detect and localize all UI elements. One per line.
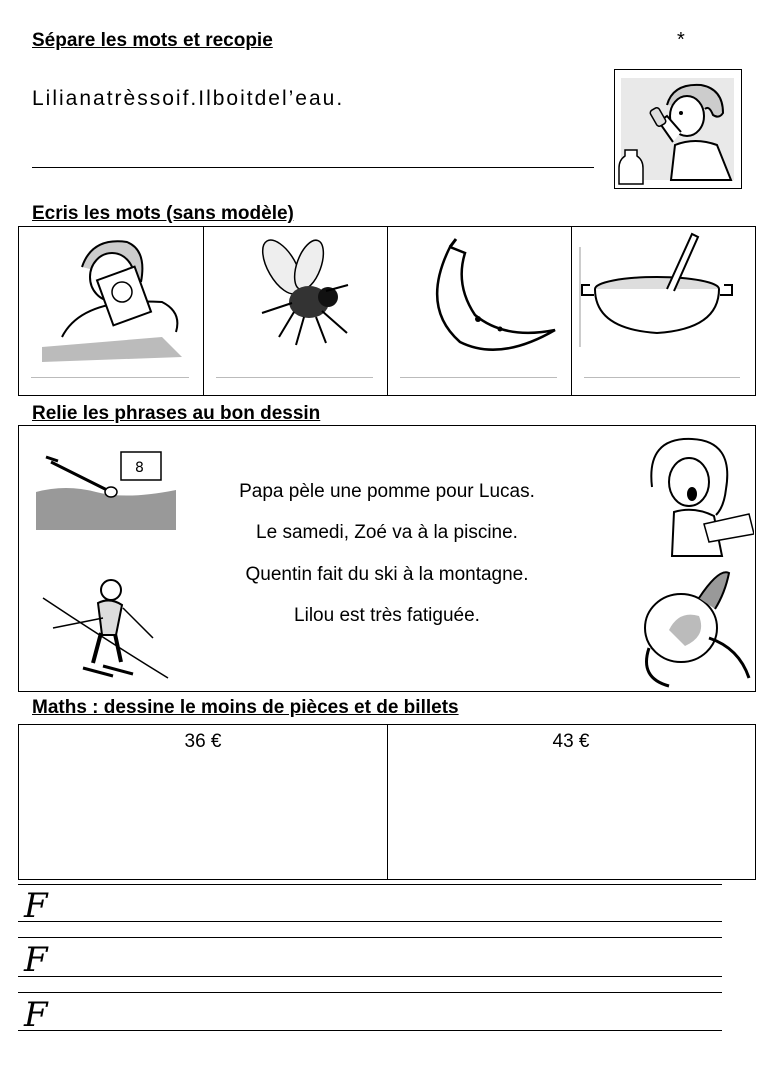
boy-drinking-icon (615, 70, 740, 187)
answer-line[interactable] (32, 167, 594, 168)
sentence-to-separate: Lilianatrèssoif.Ilboitdel’eau. (32, 87, 345, 110)
phrase-3[interactable]: Quentin fait du ski à la montagne. (245, 564, 529, 585)
money-cell-43[interactable] (388, 725, 754, 879)
money-cell-36[interactable] (19, 725, 388, 879)
phrase-4[interactable]: Lilou est très fatiguée. (294, 605, 480, 626)
grid-cell-fly (204, 227, 388, 395)
picture-word-grid (18, 226, 756, 396)
cursive-letter-1: F (24, 886, 48, 926)
boy-drawing-mask-icon (22, 227, 202, 367)
amount-36: 36 € (184, 731, 222, 752)
peeling-apple-picture-icon (629, 568, 751, 688)
fly-icon (204, 227, 384, 367)
amount-43: 43 € (552, 731, 590, 752)
section-heading-separate-words: Sépare les mots et recopie (32, 30, 273, 51)
phrase-1[interactable]: Papa pèle une pomme pour Lucas. (239, 481, 535, 502)
grid-cell-boy (19, 227, 204, 395)
section-heading-write-words: Ecris les mots (sans modèle) (32, 203, 294, 224)
money-grid (18, 724, 756, 880)
boy-drinking-picture (614, 69, 742, 189)
phrase-2[interactable]: Le samedi, Zoé va à la piscine. (256, 522, 518, 543)
svg-text:8: 8 (135, 460, 144, 476)
grid-cell-soup-pot (572, 227, 754, 395)
cursive-letter-2: F (24, 940, 48, 980)
section-heading-link-sentences: Relie les phrases au bon dessin (32, 403, 321, 424)
difficulty-star: * (677, 29, 685, 51)
tired-girl-picture-icon (634, 432, 754, 557)
banana-icon (388, 227, 568, 367)
matching-box (18, 425, 756, 692)
cursive-letter-3: F (24, 995, 48, 1035)
grid-cell-banana (388, 227, 572, 395)
section-heading-maths: Maths : dessine le moins de pièces et de billets (32, 697, 459, 718)
soup-pot-icon (572, 227, 752, 367)
